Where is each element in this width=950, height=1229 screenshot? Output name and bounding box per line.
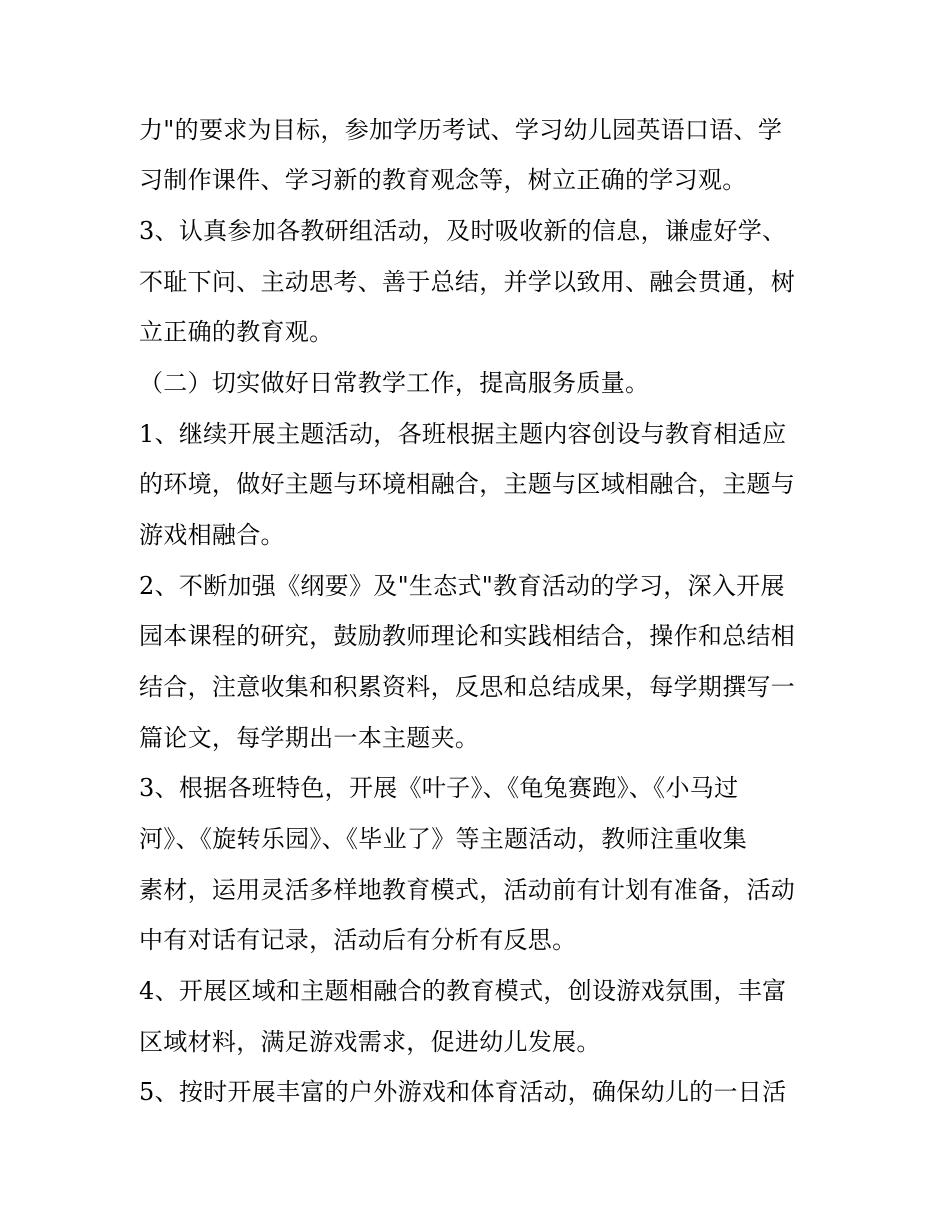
text-line: 3、根据各班特色，开展《叶子》、《龟兔赛跑》、《小马过 (139, 774, 739, 802)
text-line: 不耻下问、主动思考、善于总结，并学以致用、融会贯通，树 (139, 268, 796, 296)
text-line: 游戏相融合。 (139, 521, 285, 549)
text-line: 3、认真参加各教研组活动，及时吸收新的信息，谦虚好学、 (139, 217, 787, 245)
text-line: 习制作课件、学习新的教育观念等，树立正确的学习观。 (139, 166, 747, 194)
text-line: 力"的要求为目标，参加学历考试、学习幼儿园英语口语、学 (139, 116, 783, 144)
text-line: 河》、《旋转乐园》、《毕业了》等主题活动，教师注重收集 (139, 825, 748, 853)
text-line: 区域材料，满足游戏需求，促进幼儿发展。 (139, 1028, 601, 1056)
section-heading: （二）切实做好日常教学工作，提高服务质量。 (139, 369, 650, 397)
text-line: 立正确的教育观。 (139, 318, 334, 346)
text-line: 结合，注意收集和积累资料，反思和总结成果，每学期撰写一 (139, 673, 796, 701)
text-line: 的环境，做好主题与环境相融合，主题与区域相融合，主题与 (139, 470, 796, 498)
text-line: 中有对话有记录，活动后有分析有反思。 (139, 926, 577, 954)
text-line: 1、继续开展主题活动，各班根据主题内容创设与教育相适应 (139, 420, 787, 448)
text-line: 篇论文，每学期出一本主题夹。 (139, 724, 480, 752)
text-line: 2、不断加强《纲要》及"生态式"教育活动的学习，深入开展 (139, 572, 785, 600)
text-line: 4、开展区域和主题相融合的教育模式，创设游戏氛围，丰富 (139, 977, 787, 1005)
text-line: 5、按时开展丰富的户外游戏和体育活动，确保幼儿的一日活 (139, 1078, 787, 1106)
text-line: 园本课程的研究，鼓励教师理论和实践相结合，操作和总结相 (139, 622, 796, 650)
text-line: 素材，运用灵活多样地教育模式，活动前有计划有准备，活动 (139, 876, 796, 904)
